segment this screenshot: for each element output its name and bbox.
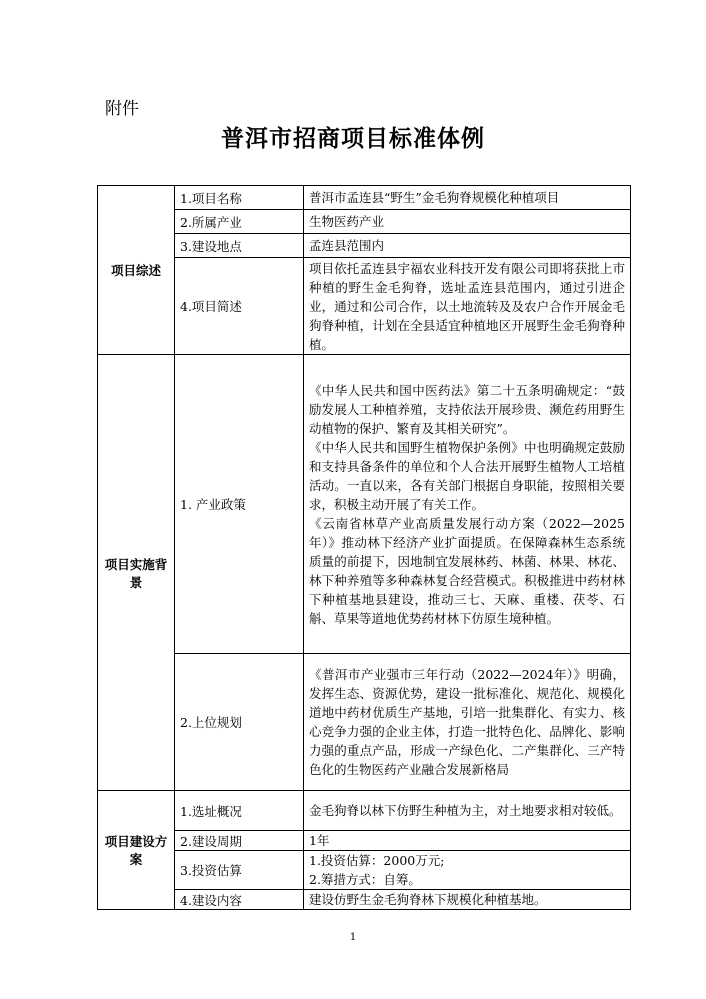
document-title: 普洱市招商项目标准体例 bbox=[221, 125, 485, 152]
policy-paragraph: 《云南省林草产业高质量发展行动方案（2022—2025年）》推动林下经济产业扩面提质。在保障森林生态系统质量的前提下，因地制宜发展林药、林菌、林果、林花、林下种养殖等多种森林复合经营模式。积极推进中药材林下种植基地县建设，推动三七、天麻、重楼、茯苓、石斛、草果等道地优势药材林下仿原生境种植。 bbox=[309, 515, 625, 626]
item-content: 建设仿野生金毛狗脊林下规模化种植基地。 bbox=[304, 890, 631, 910]
item-content: 1年 bbox=[304, 831, 631, 851]
item-content bbox=[304, 654, 631, 791]
item-content bbox=[304, 851, 631, 890]
section-label-background: 项目实施背景 bbox=[98, 355, 175, 791]
item-content: 金毛狗脊以林下仿野生种植为主，对土地要求相对较低。 bbox=[304, 791, 631, 831]
table-row bbox=[98, 831, 631, 851]
policy-paragraph: 《中华人民共和国野生植物保护条例》中也明确规定鼓励和支持具备条件的单位和个人合法开展野生植物人工培植活动。一直以来，各有关部门根据自身职能，按照相关要求，积极主动开展了有关工作。 bbox=[309, 439, 625, 512]
policy-paragraph: 《中华人民共和国中医药法》第二十五条明确规定：“鼓励发展人工种植养殖，支持依法开展珍贵、濒危药用野生动植物的保护、繁育及其相关研究”。 bbox=[309, 382, 625, 436]
section-label-overview: 项目综述 bbox=[98, 186, 175, 355]
item-label: 2.上位规划 bbox=[175, 654, 304, 791]
table-row bbox=[98, 890, 631, 910]
item-content bbox=[304, 355, 631, 654]
item-label: 2.建设周期 bbox=[175, 831, 304, 851]
table-row bbox=[98, 186, 631, 210]
item-label: 4.建设内容 bbox=[175, 890, 304, 910]
item-content: 项目依托孟连县宇福农业科技开发有限公司即将获批上市种植的野生金毛狗脊，选址孟连县范围内，通过引进企业，通过和公司合作，以土地流转及及农户合作开展金毛狗脊种植，计划在全县适宜种植地区开展野生金毛狗脊种植。 bbox=[304, 258, 631, 355]
item-content: 生物医药产业 bbox=[304, 210, 631, 234]
item-label: 4.项目简述 bbox=[175, 258, 304, 355]
item-content: 普洱市孟连县“野生”金毛狗脊规模化种植项目 bbox=[304, 186, 631, 210]
item-content: 孟连县范围内 bbox=[304, 234, 631, 258]
item-label: 3.建设地点 bbox=[175, 234, 304, 258]
section-label-plan: 项目建设方案 bbox=[98, 791, 175, 910]
item-label: 2.所属产业 bbox=[175, 210, 304, 234]
item-label: 1.项目名称 bbox=[175, 186, 304, 210]
table-row bbox=[98, 234, 631, 258]
project-table bbox=[97, 185, 631, 910]
item-label: 1. 产业政策 bbox=[175, 355, 304, 654]
table-row bbox=[98, 210, 631, 234]
investment-line: 1.投资估算：2000万元; bbox=[309, 853, 445, 868]
table-row bbox=[98, 654, 631, 791]
table-row bbox=[98, 355, 631, 654]
attachment-label: 附件 bbox=[105, 99, 139, 119]
table-row bbox=[98, 791, 631, 831]
item-label: 3.投资估算 bbox=[175, 851, 304, 890]
page-number: 1 bbox=[349, 932, 357, 943]
item-label: 1.选址概况 bbox=[175, 791, 304, 831]
planning-paragraph: 《普洱市产业强市三年行动（2022—2024年）》明确，发挥生态、资源优势，建设一批标准化、规范化、规模化道地中药材优质生产基地，引培一批集群化、有实力、核心竞争力强的企业主体，打造一批特色化、品牌化、影响力强的重点产品，形成一产绿色化、二产集群化、三产特色化的生物医药产业融合发展新格局 bbox=[309, 667, 625, 777]
table-row bbox=[98, 258, 631, 355]
investment-line: 2.筹措方式：自筹。 bbox=[309, 872, 421, 887]
table-row bbox=[98, 851, 631, 890]
